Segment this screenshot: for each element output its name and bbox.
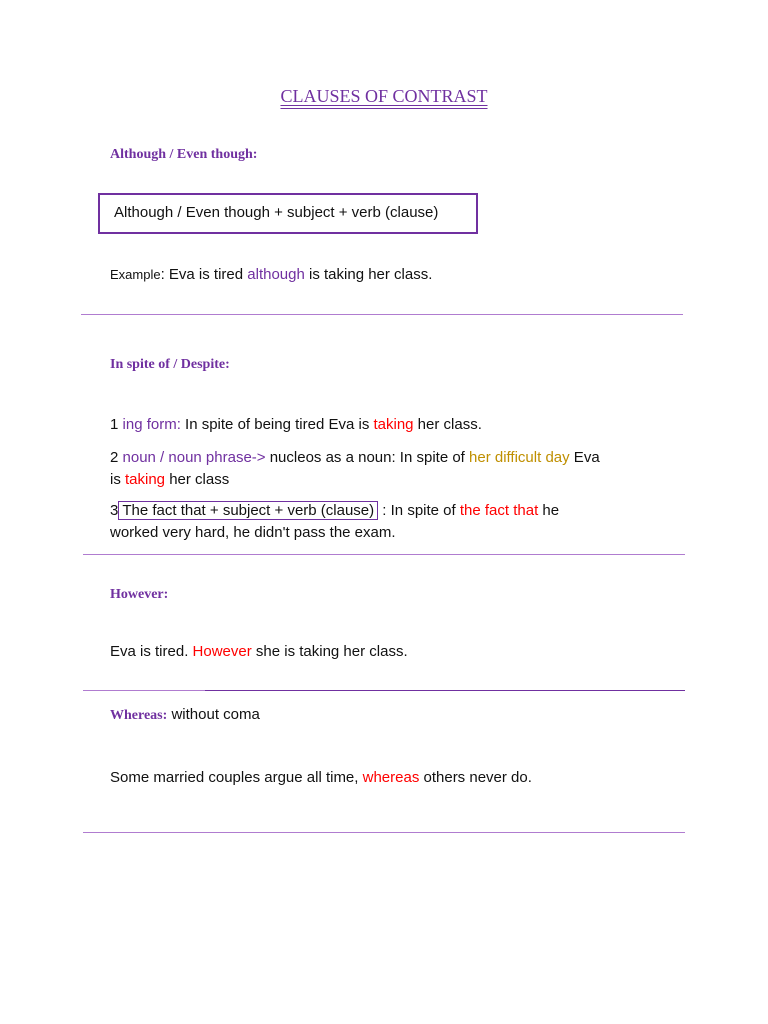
item-highlight: the fact that [459, 502, 539, 519]
item-3-line-2: worked very hard, he didn't pass the exam. [110, 524, 396, 541]
example-text-b: is taking her class. [304, 266, 433, 283]
whereas-text-a: Some married couples argue all time, [110, 769, 363, 786]
formula-box-although [98, 193, 478, 234]
example-text-a: : Eva is tired [160, 266, 248, 283]
item-label: ing form: [122, 416, 181, 433]
heading-inspite: In spite of / Despite: [110, 357, 230, 372]
item-highlight-gold: her difficult day [469, 449, 570, 466]
example-highlight: although [247, 266, 305, 283]
however-text-b: she is taking her class. [251, 643, 408, 660]
divider-2 [83, 554, 685, 555]
formula-box-inline: The fact that + subject + verb (clause) [118, 501, 378, 520]
divider-4 [83, 832, 685, 833]
item-text-a: nucleos as a noun: In spite of [265, 449, 470, 466]
heading-whereas: Whereas: [110, 708, 168, 723]
example-label: Example [110, 267, 161, 282]
item-number: 1 [110, 416, 123, 433]
divider-1 [81, 314, 683, 315]
whereas-example [110, 767, 532, 789]
item-text-d: her class [165, 471, 230, 488]
item-highlight: taking [125, 471, 166, 488]
item-number: 2 [110, 449, 123, 466]
item-2-line-1 [110, 447, 670, 469]
item-text-a: : In spite of [378, 502, 460, 519]
formula-text: Although / Even though + subject + verb (clause) [114, 204, 439, 221]
page-title: CLAUSES OF CONTRAST [280, 86, 488, 106]
heading-however: However: [110, 587, 169, 602]
whereas-text-b: others never do. [419, 769, 532, 786]
example-although [110, 264, 432, 286]
item-text-b: her class. [413, 416, 482, 433]
heading-although: Although / Even though: [110, 147, 258, 162]
inspite-item-3 [110, 500, 690, 544]
item-number: 3 [110, 502, 119, 519]
item-2-line-2 [110, 469, 670, 491]
however-example [110, 641, 408, 663]
however-text-a: Eva is tired. [110, 643, 193, 660]
whereas-heading-line [110, 704, 260, 727]
item-text-c: is [110, 471, 125, 488]
item-text-a: In spite of being tired Eva is [180, 416, 374, 433]
however-highlight: However [192, 643, 252, 660]
divider-3-accent [205, 690, 685, 691]
item-label: noun / noun phrase-> [122, 449, 266, 466]
inspite-item-1 [110, 414, 670, 436]
item-text-b: he [538, 502, 560, 519]
whereas-highlight: whereas [362, 769, 420, 786]
inspite-item-2 [110, 447, 670, 491]
item-3-line-1 [110, 500, 690, 522]
item-text-b: Eva [569, 449, 600, 466]
item-highlight: taking [373, 416, 414, 433]
whereas-note: without coma [167, 706, 260, 723]
